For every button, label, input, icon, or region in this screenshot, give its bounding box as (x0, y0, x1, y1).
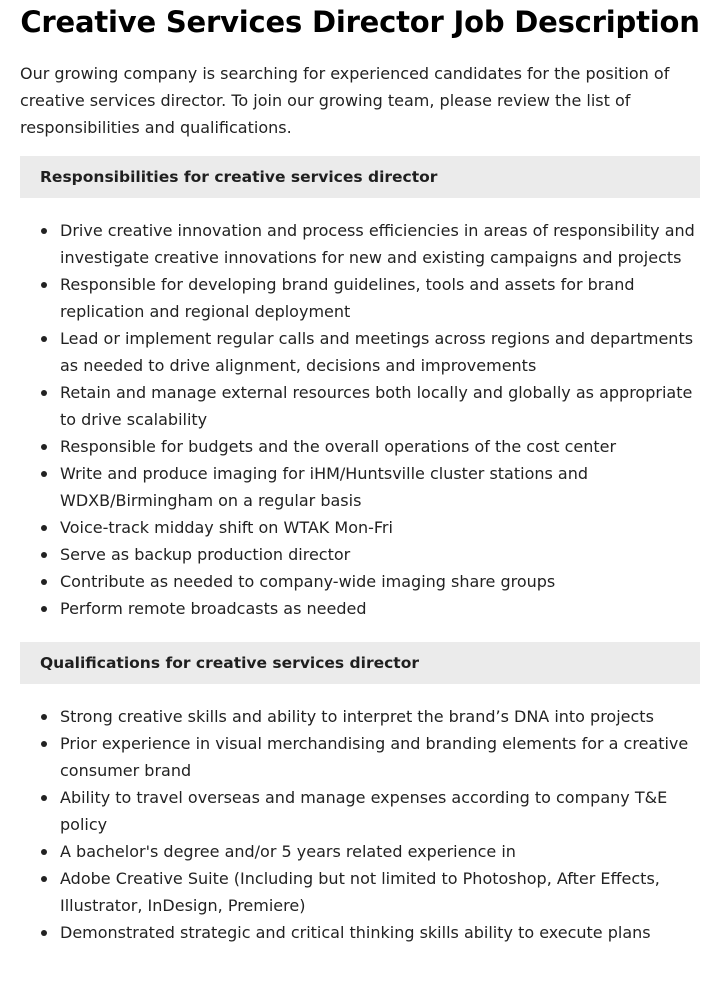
qualifications-heading: Qualifications for creative services director (40, 654, 420, 672)
list-item (20, 730, 700, 784)
bullet-icon (41, 228, 47, 234)
bullet-icon (41, 282, 47, 288)
list-item-text: Perform remote broadcasts as needed (60, 599, 367, 618)
list-item-text: Prior experience in visual merchandising and branding elements for a creative consumer brand (60, 734, 689, 780)
list-item (20, 514, 700, 541)
bullet-icon (41, 849, 47, 855)
list-item-text: A bachelor's degree and/or 5 years related experience in (60, 842, 516, 861)
bullet-icon (41, 606, 47, 612)
qualifications-list (20, 703, 700, 946)
list-item-text: Strong creative skills and ability to interpret the brand’s DNA into projects (60, 707, 654, 726)
bullet-icon (41, 795, 47, 801)
responsibilities-heading: Responsibilities for creative services director (40, 168, 438, 186)
bullet-icon (41, 714, 47, 720)
list-item-text: Lead or implement regular calls and meetings across regions and departments as needed to drive alignment, decisions and improvements (60, 329, 694, 375)
list-item (20, 460, 700, 514)
list-item (20, 325, 700, 379)
list-item (20, 865, 700, 919)
list-item (20, 568, 700, 595)
list-item (20, 433, 700, 460)
bullet-icon (41, 876, 47, 882)
list-item (20, 838, 700, 865)
bullet-icon (41, 336, 47, 342)
list-item-text: Demonstrated strategic and critical thinking skills ability to execute plans (60, 923, 651, 942)
list-item (20, 271, 700, 325)
list-item (20, 703, 700, 730)
bullet-icon (41, 930, 47, 936)
bullet-icon (41, 741, 47, 747)
responsibilities-header (20, 156, 700, 198)
list-item-text: Drive creative innovation and process efficiencies in areas of responsibility and investigate creative innovations for new and existing campaigns and projects (60, 221, 695, 267)
list-item (20, 217, 700, 271)
page-title: Creative Services Director Job Description (20, 5, 700, 39)
list-item-text: Ability to travel overseas and manage expenses according to company T&E policy (60, 788, 668, 834)
bullet-icon (41, 471, 47, 477)
list-item (20, 919, 700, 946)
list-item (20, 379, 700, 433)
list-item-text: Write and produce imaging for iHM/Huntsville cluster stations and WDXB/Birmingham on a regular basis (60, 464, 589, 510)
list-item-text: Serve as backup production director (60, 545, 351, 564)
list-item-text: Adobe Creative Suite (Including but not limited to Photoshop, After Effects, Illustrator, InDesign, Premiere) (60, 869, 660, 915)
list-item-text: Responsible for developing brand guidelines, tools and assets for brand replication and regional deployment (60, 275, 635, 321)
bullet-icon (41, 525, 47, 531)
list-item-text: Retain and manage external resources both locally and globally as appropriate to drive scalability (60, 383, 693, 429)
list-item-text: Voice-track midday shift on WTAK Mon-Fri (60, 518, 393, 537)
bullet-icon (41, 579, 47, 585)
list-item-text: Responsible for budgets and the overall operations of the cost center (60, 437, 617, 456)
list-item (20, 595, 700, 622)
list-item-text: Contribute as needed to company-wide imaging share groups (60, 572, 556, 591)
intro-paragraph: Our growing company is searching for experienced candidates for the position of creative services director. To join our growing team, please review the list of responsibilities and qualifications. (20, 64, 670, 137)
list-item (20, 784, 700, 838)
bullet-icon (41, 390, 47, 396)
bullet-icon (41, 552, 47, 558)
bullet-icon (41, 444, 47, 450)
list-item (20, 541, 700, 568)
responsibilities-list (20, 217, 700, 622)
qualifications-header (20, 642, 700, 684)
